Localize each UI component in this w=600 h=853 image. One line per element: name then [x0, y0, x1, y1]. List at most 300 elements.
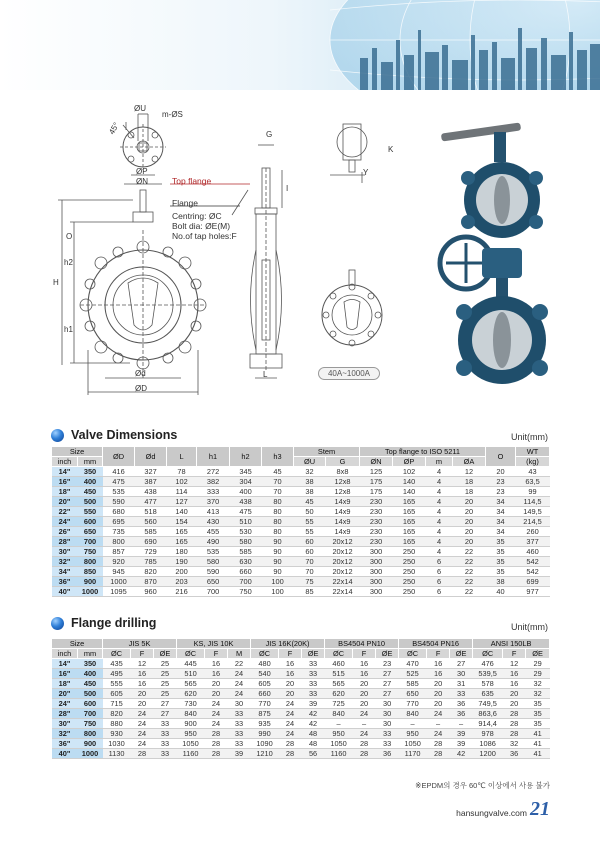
table-cell: 24 [427, 709, 450, 719]
table-cell: 4 [426, 467, 453, 477]
size-mm-cell: 750 [78, 547, 103, 557]
table-cell: 729 [135, 547, 167, 557]
table-cell: 39 [450, 729, 473, 739]
table-cell: 175 [360, 487, 393, 497]
technical-drawing [0, 95, 600, 395]
col-stem: Stem [294, 447, 360, 457]
table-cell: 35 [486, 567, 516, 577]
table-cell: 377 [516, 537, 550, 547]
table-cell: 660 [251, 689, 279, 699]
dim-i-label: I [286, 184, 289, 193]
table-cell: 45 [262, 467, 294, 477]
table-cell: 24 [279, 709, 302, 719]
table-cell: 272 [197, 467, 230, 477]
table-cell: 585 [135, 527, 167, 537]
table-row [52, 749, 550, 759]
table-row [52, 537, 550, 547]
table-row [52, 669, 550, 679]
table-cell: 475 [230, 507, 262, 517]
table-cell: 22x14 [326, 587, 360, 597]
table-cell: 1030 [103, 739, 131, 749]
table-cell: 1050 [399, 739, 427, 749]
size-inch-cell: 24" [52, 699, 78, 709]
table-cell: 863,6 [473, 709, 503, 719]
col-D: ØD [103, 447, 135, 467]
table-cell: – [450, 719, 473, 729]
table-cell: 55 [294, 517, 326, 527]
table-cell: 149,5 [516, 507, 550, 517]
size-mm-cell: 650 [78, 527, 103, 537]
col-top-flange: Top flange to ISO 5211 [360, 447, 486, 457]
table-cell: 90 [262, 537, 294, 547]
size-mm-cell: 400 [78, 669, 103, 679]
col-G: G [326, 457, 360, 467]
table-cell: 100 [262, 587, 294, 597]
table-cell: 1160 [325, 749, 353, 759]
epdm-note: ※EPDM의 경우 60℃ 이상에서 사용 불가 [415, 781, 550, 790]
col-F: F [131, 649, 154, 659]
table-cell: 35 [526, 699, 550, 709]
table-cell: 20 [427, 699, 450, 709]
col-inch: inch [52, 649, 78, 659]
table-cell: 413 [197, 507, 230, 517]
table-cell: 1050 [325, 739, 353, 749]
table-cell: 60 [294, 547, 326, 557]
size-inch-cell: 34" [52, 567, 78, 577]
table-cell: 24 [353, 729, 376, 739]
table-cell: 27 [376, 679, 399, 689]
table-cell: 20 [453, 517, 486, 527]
table-cell: 555 [103, 679, 131, 689]
col-h3: h3 [262, 447, 294, 467]
table-cell: 35 [486, 537, 516, 547]
table-cell: 978 [473, 729, 503, 739]
table-cell: 605 [103, 689, 131, 699]
table-cell: 327 [135, 467, 167, 477]
table-cell: 300 [360, 547, 393, 557]
table-cell: 33 [302, 689, 325, 699]
table-cell: 29 [526, 659, 550, 669]
table-cell: 400 [230, 487, 262, 497]
col-L: L [167, 447, 197, 467]
table-cell: 20 [453, 507, 486, 517]
table-cell: 20 [353, 679, 376, 689]
flange-header-row-1 [52, 639, 550, 649]
dim-u-label: ØU [134, 104, 146, 113]
table-row [52, 577, 550, 587]
table-cell: 24 [131, 709, 154, 719]
table-cell: 33 [154, 749, 177, 759]
table-cell: 416 [103, 467, 135, 477]
table-cell: 70 [262, 477, 294, 487]
table-cell: 4 [426, 507, 453, 517]
table-row [52, 587, 550, 597]
size-mm-cell: 600 [78, 517, 103, 527]
table-cell: 230 [360, 527, 393, 537]
table-cell: 749,5 [473, 699, 503, 709]
size-inch-cell: 16" [52, 477, 78, 487]
table-row [52, 557, 550, 567]
table-cell: 14x9 [326, 507, 360, 517]
valve-dimensions-title: Valve Dimensions [71, 428, 178, 442]
table-cell: 24 [279, 719, 302, 729]
table-cell: 20 [427, 679, 450, 689]
table-cell: 695 [103, 517, 135, 527]
flange-drilling-heading [51, 616, 156, 630]
table-cell: 20x12 [326, 567, 360, 577]
table-cell: 230 [360, 537, 393, 547]
table-cell: 990 [251, 729, 279, 739]
table-cell: 438 [230, 497, 262, 507]
table-cell: 920 [103, 557, 135, 567]
table-cell: 63,5 [516, 477, 550, 487]
valve-dimensions-heading [51, 428, 177, 442]
table-cell: 140 [167, 507, 197, 517]
table-cell: 165 [393, 517, 426, 527]
table-cell: 39 [228, 749, 251, 759]
table-cell: 725 [325, 699, 353, 709]
size-mm-cell: 800 [78, 557, 103, 567]
table-cell: 165 [393, 527, 426, 537]
table-cell: 785 [135, 557, 167, 567]
table-cell: 12 [503, 659, 526, 669]
table-cell: 16 [279, 659, 302, 669]
table-cell: 30 [376, 709, 399, 719]
table-cell: 20 [486, 467, 516, 477]
holes-callout: No.of tap holes:F [172, 231, 237, 241]
size-mm-cell: 900 [78, 577, 103, 587]
size-inch-cell: 16" [52, 669, 78, 679]
table-cell: 125 [360, 467, 393, 477]
table-cell: 33 [302, 679, 325, 689]
size-mm-cell: 450 [78, 679, 103, 689]
table-cell: 80 [262, 497, 294, 507]
table-cell: 102 [393, 467, 426, 477]
table-cell: 460 [325, 659, 353, 669]
flange-header-row-2 [52, 649, 550, 659]
table-cell: 45 [294, 497, 326, 507]
col-C: ØC [251, 649, 279, 659]
table-cell: 875 [251, 709, 279, 719]
table-cell: 300 [360, 567, 393, 577]
table-cell: 20 [453, 497, 486, 507]
table-cell: 28 [353, 749, 376, 759]
table-cell: 140 [393, 487, 426, 497]
table-cell: 28 [353, 739, 376, 749]
table-cell: 22 [453, 567, 486, 577]
table-cell: 22 [453, 547, 486, 557]
table-cell: 75 [294, 577, 326, 587]
size-inch-cell: 20" [52, 689, 78, 699]
table-cell: 1210 [251, 749, 279, 759]
table-cell: 35 [486, 547, 516, 557]
table-cell: 85 [294, 587, 326, 597]
col-h1: h1 [197, 447, 230, 467]
size-mm-cell: 1000 [78, 587, 103, 597]
table-cell: 33 [376, 729, 399, 739]
size-inch-cell: 28" [52, 709, 78, 719]
table-cell: 100 [262, 577, 294, 587]
table-cell: 304 [230, 477, 262, 487]
table-row [52, 487, 550, 497]
bullet-icon [51, 617, 64, 630]
table-cell: 590 [197, 567, 230, 577]
flange-unit-label: Unit(mm) [511, 622, 548, 632]
table-cell: 230 [360, 507, 393, 517]
table-cell: 20 [353, 699, 376, 709]
table-cell: 4 [426, 477, 453, 487]
table-cell: 250 [393, 547, 426, 557]
table-cell: 539,5 [473, 669, 503, 679]
table-cell: 435 [103, 659, 131, 669]
header-banner [0, 0, 600, 95]
table-cell: 140 [393, 477, 426, 487]
dim-p-label: ØP [136, 167, 148, 176]
table-cell: 20 [503, 699, 526, 709]
table-cell: 20 [279, 679, 302, 689]
table-cell: 530 [230, 527, 262, 537]
table-cell: 20 [427, 689, 450, 699]
table-cell: 36 [450, 699, 473, 709]
table-cell: 700 [230, 577, 262, 587]
table-cell: 165 [167, 527, 197, 537]
col-F: F [205, 649, 228, 659]
table-cell: 42 [302, 709, 325, 719]
table-cell: 24 [131, 729, 154, 739]
table-row [52, 729, 550, 739]
col-mm: mm [78, 457, 103, 467]
table-cell: 950 [399, 729, 427, 739]
table-cell: 190 [167, 557, 197, 567]
table-cell: 41 [526, 739, 550, 749]
table-cell: 27 [154, 699, 177, 709]
table-cell: 114 [167, 487, 197, 497]
size-inch-cell: 24" [52, 517, 78, 527]
table-cell: 260 [516, 527, 550, 537]
table-cell: 6 [426, 587, 453, 597]
table-cell: 475 [103, 477, 135, 487]
table-cell: 820 [103, 709, 131, 719]
table-cell: 12 [453, 467, 486, 477]
table-cell: 700 [197, 587, 230, 597]
table-row [52, 679, 550, 689]
table-cell: 70 [294, 557, 326, 567]
dim-o-label: O [66, 232, 73, 241]
table-cell: 620 [177, 689, 205, 699]
col-size: Size [52, 639, 103, 649]
col-P: ØP [393, 457, 426, 467]
table-cell: 650 [197, 577, 230, 587]
dim-n-label: ØN [136, 177, 148, 186]
centring-callout: Centring: ØC [172, 211, 222, 221]
table-cell: 38 [294, 477, 326, 487]
table-cell: 35 [526, 719, 550, 729]
table-cell: – [427, 719, 450, 729]
top-flange-callout: Top flange [172, 176, 212, 186]
col-wt: WT [516, 447, 550, 457]
table-cell: 43 [516, 467, 550, 477]
table-cell: 24 [228, 669, 251, 679]
size-mm-cell: 450 [78, 487, 103, 497]
table-cell: 16 [205, 669, 228, 679]
table-cell: 14x9 [326, 527, 360, 537]
table-cell: 28 [205, 749, 228, 759]
table-cell: 20 [279, 689, 302, 699]
col-E: ØE [526, 649, 550, 659]
table-cell: 30 [376, 699, 399, 709]
size-mm-cell: 550 [78, 507, 103, 517]
table-cell: 42 [302, 719, 325, 729]
table-cell: 25 [154, 689, 177, 699]
table-cell: 24 [228, 679, 251, 689]
table-cell: 476 [473, 659, 503, 669]
col-C: ØC [325, 649, 353, 659]
table-cell: 387 [135, 477, 167, 487]
table-row [52, 497, 550, 507]
table-row [52, 527, 550, 537]
table-cell: 28 [503, 709, 526, 719]
table-cell: 540 [251, 669, 279, 679]
table-cell: 914,4 [473, 719, 503, 729]
table-cell: 34 [486, 517, 516, 527]
website-link[interactable]: hansungvalve.com [456, 808, 527, 818]
table-cell: 12 [131, 659, 154, 669]
size-inch-cell: 20" [52, 497, 78, 507]
table-cell: 80 [262, 527, 294, 537]
table-cell: 300 [360, 557, 393, 567]
table-cell: 770 [251, 699, 279, 709]
col-F: F [353, 649, 376, 659]
table-row [52, 709, 550, 719]
table-cell: 24 [279, 729, 302, 739]
table-cell: 370 [197, 497, 230, 507]
size-range-badge: 40A~1000A [318, 367, 380, 380]
flange-drilling-title: Flange drilling [71, 616, 157, 630]
table-cell: 580 [197, 557, 230, 567]
table-cell: 33 [302, 659, 325, 669]
table-cell: 27 [376, 689, 399, 699]
table-cell: 33 [228, 729, 251, 739]
table-cell: 590 [103, 497, 135, 507]
table-cell: 382 [197, 477, 230, 487]
col-C: ØC [473, 649, 503, 659]
size-inch-cell: 32" [52, 557, 78, 567]
table-cell: 29 [526, 669, 550, 679]
table-cell: 33 [154, 729, 177, 739]
table-cell: 20 [205, 679, 228, 689]
table-cell: 20 [205, 689, 228, 699]
valve-table-body [52, 467, 550, 597]
table-cell: 460 [516, 547, 550, 557]
table-cell: 48 [302, 729, 325, 739]
table-cell: 345 [230, 467, 262, 477]
dim-h2-label: h2 [64, 258, 73, 267]
table-cell: 20x12 [326, 547, 360, 557]
table-cell: 22 [228, 659, 251, 669]
col-jis5k: JIS 5K [103, 639, 177, 649]
table-cell: 585 [230, 547, 262, 557]
table-cell: 6 [426, 567, 453, 577]
col-C: ØC [103, 649, 131, 659]
table-cell: 99 [516, 487, 550, 497]
table-cell: 165 [393, 507, 426, 517]
table-cell: 33 [302, 669, 325, 679]
table-cell: 455 [197, 527, 230, 537]
table-cell: 102 [167, 477, 197, 487]
table-cell: 510 [177, 669, 205, 679]
table-cell: 165 [393, 537, 426, 547]
valve-unit-label: Unit(mm) [511, 432, 548, 442]
table-cell: 175 [360, 477, 393, 487]
col-U: ØU [294, 457, 326, 467]
table-cell: 515 [325, 669, 353, 679]
table-cell: 38 [294, 487, 326, 497]
table-cell: 90 [262, 547, 294, 557]
table-cell: 900 [177, 719, 205, 729]
table-cell: 20 [503, 689, 526, 699]
table-cell: 580 [230, 537, 262, 547]
table-cell: 34 [486, 497, 516, 507]
table-cell: 250 [393, 557, 426, 567]
size-mm-cell: 350 [78, 659, 103, 669]
table-cell: 36 [503, 749, 526, 759]
table-cell: 39 [302, 699, 325, 709]
col-m: m [426, 457, 453, 467]
table-cell: 12x8 [326, 487, 360, 497]
table-cell: 28 [427, 739, 450, 749]
table-cell: 820 [135, 567, 167, 577]
dim-d-big-label: ØD [135, 384, 147, 393]
table-cell: 16 [503, 669, 526, 679]
col-kg: (kg) [516, 457, 550, 467]
dim-h1-label: h1 [64, 325, 73, 334]
table-cell: 870 [135, 577, 167, 587]
table-cell: 90 [262, 567, 294, 577]
table-cell: 16 [503, 679, 526, 689]
table-cell: 699 [516, 577, 550, 587]
table-cell: 1130 [103, 749, 131, 759]
table-cell: 30 [376, 719, 399, 729]
table-cell: 30 [228, 699, 251, 709]
table-cell: 4 [426, 497, 453, 507]
table-cell: 33 [376, 739, 399, 749]
table-cell: 24 [228, 689, 251, 699]
table-cell: 650 [399, 689, 427, 699]
size-inch-cell: 22" [52, 507, 78, 517]
table-cell: 28 [503, 719, 526, 729]
table-cell: 565 [325, 679, 353, 689]
table-cell: 715 [103, 699, 131, 709]
table-cell: 438 [135, 487, 167, 497]
table-cell: 165 [393, 497, 426, 507]
table-cell: 480 [251, 659, 279, 669]
table-cell: 80 [262, 517, 294, 527]
size-inch-cell: 26" [52, 527, 78, 537]
size-inch-cell: 14" [52, 659, 78, 669]
table-cell: 114,5 [516, 497, 550, 507]
table-row [52, 517, 550, 527]
table-cell: 4 [426, 537, 453, 547]
table-cell: 977 [516, 587, 550, 597]
table-row [52, 547, 550, 557]
valve-dimensions-table [51, 446, 550, 597]
col-M: M [228, 649, 251, 659]
table-cell: 857 [103, 547, 135, 557]
table-cell: 22 [453, 577, 486, 587]
table-cell: 33 [154, 739, 177, 749]
flange-drilling-table [51, 638, 550, 759]
table-cell: 180 [167, 547, 197, 557]
